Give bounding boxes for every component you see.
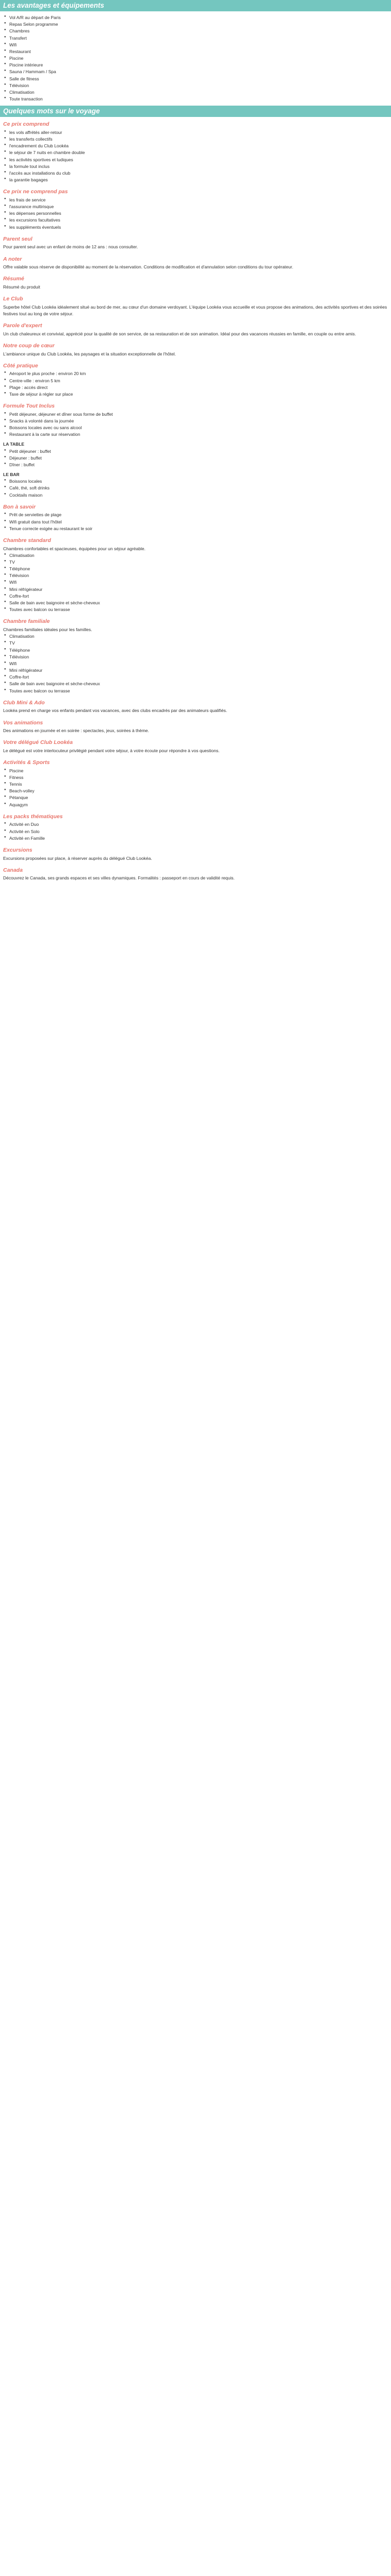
list-item: ● TV (9, 559, 388, 566)
section-list (3, 129, 388, 183)
list-item: ● Pétanque (9, 794, 388, 801)
list-item: ● Piscine (9, 55, 388, 62)
list-item: ● les suppléments éventuels (9, 224, 388, 231)
sub-list (3, 448, 388, 469)
list-item: ● Tenue correcte exigée au restaurant le soir (9, 526, 388, 532)
list-item: ● Activité en Solo (9, 828, 388, 835)
list-item: ● Salle de fitness (9, 76, 388, 82)
list-item: ● Sauna / Hammam / Spa (9, 69, 388, 75)
list-item: ● Climatisation (9, 633, 388, 640)
list-item: ● Aéroport le plus proche : environ 20 km (9, 370, 388, 377)
section-text: Superbe hôtel Club Lookéa idéalement situé au bord de mer, au cœur d'un domaine verdoyant. L'équipe Lookéa vous accueille et vous propose des animations, des activités sportives et des soirées festives tout au long de votre séjour. (3, 304, 387, 316)
section-heading: Le Club (3, 296, 23, 302)
section-heading: Les packs thématiques (3, 813, 63, 820)
list-item: ● Transfert (9, 35, 388, 42)
section-list (3, 370, 388, 398)
list-item: ● Téléphone (9, 647, 388, 654)
list-item: ● Téléphone (9, 566, 388, 572)
list-item: ● Restaurant à la carte sur réservation (9, 431, 388, 438)
list-item: ● Petit déjeuner : buffet (9, 448, 388, 455)
list-item: ● Activité en Duo (9, 821, 388, 828)
list-item: ● les excursions facultatives (9, 217, 388, 224)
list-item: ● Dîner : buffet (9, 462, 388, 468)
section-heading: Canada (3, 867, 23, 873)
sub-heading: LA TABLE (3, 442, 25, 447)
section-text: Lookéa prend en charge vos enfants pendant vos vacances, avec des clubs encadrés par des animateurs qualifiés. (3, 708, 227, 714)
list-item: ● Plage : accès direct (9, 384, 388, 391)
list-item: ● Chambres (9, 28, 388, 35)
section-heading: Activités & Sports (3, 759, 50, 766)
list-item: ● les vols affrétés aller-retour (9, 129, 388, 136)
list-item: ● Aquagym (9, 802, 388, 808)
section-text: Offre valable sous réserve de disponibilité au moment de la réservation. Conditions de modification et d'annulation selon conditions du tour opérateur. (3, 264, 294, 270)
section-text: Des animations en journée et en soirée : spectacles, jeux, soirées à thème. (3, 728, 150, 734)
band-voyage: Quelques mots sur le voyage (0, 106, 391, 117)
section-heading: Club Mini & Ado (3, 699, 45, 706)
section-text: Pour parent seul avec un enfant de moins de 12 ans : nous consulter. (3, 244, 138, 250)
section-heading: Ce prix comprend (3, 121, 50, 128)
list-item: ● Wifi (9, 42, 388, 48)
list-item: ● Mini réfrigérateur (9, 586, 388, 593)
list-item: ● les transferts collectifs (9, 136, 388, 143)
section-text: Chambres familiales idéales pour les familles. (3, 626, 92, 632)
list-item: ● Boissons locales avec ou sans alcool (9, 425, 388, 431)
list-item: ● Cocktails maison (9, 492, 388, 499)
section-heading: A noter (3, 256, 22, 262)
section-text: Excursions proposées sur place, à réserver auprès du délégué Club Lookéa. (3, 855, 152, 861)
section-heading: Chambre familiale (3, 618, 50, 625)
list-item: ● la formule tout inclus (9, 163, 388, 170)
list-item: ● le séjour de 7 nuits en chambre double (9, 149, 388, 156)
section-list (3, 552, 388, 614)
section-heading: Résumé (3, 276, 24, 282)
section-heading: Côté pratique (3, 362, 38, 369)
list-item: ● TV (9, 640, 388, 647)
section-heading: Bon à savoir (3, 503, 36, 510)
list-item: ● les activités sportives et ludiques (9, 157, 388, 163)
list-item: ● Centre-ville : environ 5 km (9, 378, 388, 384)
list-item: ● Boissons locales (9, 478, 388, 485)
section-text: Découvrez le Canada, ses grands espaces et ses villes dynamiques. Formalités : passeport en cours de validité requis. (3, 875, 235, 881)
list-item: ● Salle de bain avec baignoire et sèche-cheveux (9, 600, 388, 606)
section-text: Un club chaleureux et convivial, apprécié pour la qualité de son service, de sa restauration et de son animation. Idéal pour des vacances réussies en famille, en couple ou entre amis. (3, 331, 356, 336)
list-item: ● l'encadrement du Club Lookéa (9, 143, 388, 149)
list-item: ● Coffre-fort (9, 593, 388, 600)
equipements-list-wrap (0, 11, 391, 106)
section-list (3, 197, 388, 231)
list-item: ● Télévision (9, 82, 388, 89)
list-item: ● Café, thé, soft drinks (9, 485, 388, 492)
list-item: ● Piscine intérieure (9, 62, 388, 69)
list-item: ● Toutes avec balcon ou terrasse (9, 688, 388, 694)
section-list (3, 821, 388, 842)
list-item: ● Tennis (9, 781, 388, 788)
list-item: ● Télévision (9, 572, 388, 579)
list-item: ● Beach-volley (9, 788, 388, 794)
section-heading: Parent seul (3, 235, 32, 242)
section-heading: Formule Tout Inclus (3, 403, 55, 410)
section-text: Chambres confortables et spacieuses, équipées pour un séjour agréable. (3, 546, 145, 551)
section-heading: Notre coup de cœur (3, 342, 55, 349)
list-item: ● Toute transaction (9, 96, 388, 103)
list-item: ● Wifi (9, 579, 388, 586)
list-item: ● Climatisation (9, 552, 388, 559)
section-text: L'ambiance unique du Club Lookéa, les paysages et la situation exceptionnelle de l'hôtel. (3, 351, 176, 357)
list-item: ● Wifi (9, 660, 388, 667)
list-item: ● Piscine (9, 768, 388, 774)
list-item: ● Vol A/R au départ de Paris (9, 14, 388, 21)
band-equipements: Les avantages et équipements (0, 0, 391, 11)
section-heading: Votre délégué Club Lookéa (3, 739, 73, 746)
section-heading: Chambre standard (3, 537, 51, 544)
section-heading: Parole d'expert (3, 323, 42, 329)
sub-list (3, 478, 388, 499)
list-item: ● Mini réfrigérateur (9, 667, 388, 674)
list-item: ● Taxe de séjour à régler sur place (9, 391, 388, 398)
list-item: ● Wifi gratuit dans tout l'hôtel (9, 519, 388, 526)
list-item: ● Déjeuner : buffet (9, 455, 388, 462)
section-heading: Ce prix ne comprend pas (3, 189, 68, 195)
list-item: ● Snacks à volonté dans la journée (9, 418, 388, 425)
list-item: ● l'accès aux installations du club (9, 170, 388, 177)
section-text: Le délégué est votre interlocuteur privilégié pendant votre séjour, à votre écoute pour répondre à vos questions. (3, 748, 220, 753)
section-list (3, 512, 388, 532)
list-item: ● l'assurance multirisque (9, 204, 388, 210)
list-item: ● Toutes avec balcon ou terrasse (9, 606, 388, 613)
section-text: Résumé du produit (3, 284, 40, 290)
list-item: ● les frais de service (9, 197, 388, 204)
list-item: ● Prêt de serviettes de plage (9, 512, 388, 518)
list-item: ● la garantie bagages (9, 177, 388, 183)
list-item: ● Fitness (9, 774, 388, 781)
voyage-content (0, 117, 391, 885)
list-item: ● Salle de bain avec baignoire et sèche-cheveux (9, 681, 388, 687)
sub-heading: LE BAR (3, 472, 20, 478)
section-heading: Excursions (3, 846, 32, 853)
list-item: ● Climatisation (9, 89, 388, 96)
section-list (3, 633, 388, 694)
list-item: ● Activité en Famille (9, 835, 388, 842)
list-item: ● Repas Selon programme (9, 21, 388, 28)
section-list (3, 411, 388, 438)
section-heading: Vos animations (3, 719, 43, 726)
list-item: ● Petit déjeuner, déjeuner et dîner sous forme de buffet (9, 411, 388, 418)
list-item: ● Coffre-fort (9, 674, 388, 681)
list-item: ● les dépenses personnelles (9, 210, 388, 217)
section-list (3, 768, 388, 808)
equipements-list (3, 14, 388, 103)
list-item: ● Télévision (9, 654, 388, 660)
list-item: ● Restaurant (9, 48, 388, 55)
